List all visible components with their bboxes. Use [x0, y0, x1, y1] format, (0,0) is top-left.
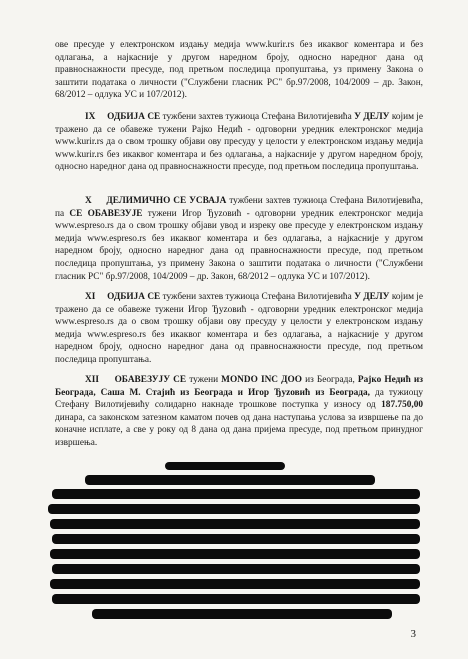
- section-ix-number: IX: [85, 112, 96, 122]
- redaction-bar: [50, 549, 420, 559]
- section-ix-text-b: којим је тражено да се обавеже тужени Рајко Недић - одговорни уредник електронског медија www.kurir.rs да о свом трошку објави ову пресуду у целости у електронском издању медија www.kurir.rs без икаквог коментара и без одлагања, а најкасније у другом наредном броју, односно наредног дана од правноснажности пресуде, под претњом последица пропуштања.: [55, 112, 424, 173]
- redaction-bar: [50, 519, 420, 529]
- section-ix: [55, 111, 423, 174]
- section-xii-lead: ОБАВЕЗУЈУ СЕ: [114, 375, 187, 385]
- section-xi-emph: У ДЕЛУ: [354, 292, 390, 302]
- section-ix-emph: У ДЕЛУ: [354, 112, 390, 122]
- section-ix-lead: ОДБИЈА СЕ: [107, 112, 161, 122]
- section-xii-number: XII: [85, 375, 99, 385]
- section-xi-text-a: тужбени захтев тужиоца Стефана Вилотијевића: [160, 292, 355, 302]
- redaction-bar: [48, 504, 420, 514]
- redaction-bar: [50, 579, 420, 589]
- redaction-bar: [52, 534, 420, 544]
- section-xii-company: MONDO INC ДОО: [221, 375, 302, 385]
- section-xii-defendants: Рајко Недић из Београда, Саша М. Стајић из Београда и Игор Ђуzовић из Београда,: [55, 375, 424, 398]
- section-ix-text-a: тужбени захтев тужиоца Стефана Вилотијевића: [160, 112, 355, 122]
- intro-paragraph: [55, 39, 423, 102]
- page-number: 3: [410, 628, 416, 640]
- redaction-bar: [52, 489, 420, 499]
- section-xii-amount: 187.750,00: [381, 400, 423, 411]
- section-x-text-b: тужени Игор Ђуzовић - одговорни уредник електронског медија www.espreso.rs да о свом трошку објави увод и изреку ове пресуде у електронском издању медија www.espreso.rs без икаквог коментара и без одлагања, а најкасније у другом наредном броју, односно наредног дана од правноснажности пресуде, под претњом последица пропуштања, уз примену Закона о заштити података о личности ("Службени гласник РС" бр.97/2008, 104/2009 – др. Закон, 68/2012 – одлука УС и 107/2012).: [55, 208, 423, 282]
- redaction-bar: [52, 594, 420, 604]
- section-xii-text-4: динара, са законском затезном каматом почев од дана наступања услова за извршење па до коначне исплате, а све у року од 8 дана од дана пријема пресуде, под претњом принудног извршења.: [55, 412, 423, 448]
- section-x-text-a: тужбени захтев тужиоца Стефана Вилотијевића, па: [55, 196, 424, 219]
- section-xii-text-3: да тужиоцу Стефану Вилотијевићу солидарно накнаде трошкове поступка у износу од: [55, 387, 423, 411]
- section-xi-lead: ОДБИЈА СЕ: [107, 292, 161, 302]
- section-xi-text-b: којим је тражено да се обавеже тужени Игор Ђуzовић - одговорни уредник електронског медија www.espreso.rs да о свом трошку објави ову пресуду у целости у електронском издању медија www.espreso.rs без икаквог коментара и без одлагања, а најкасније у другом наредном броју, односно наредног дана од правноснажности пресуде, под претњом последица пропуштања.: [55, 292, 424, 365]
- redaction-bar: [85, 475, 375, 485]
- redaction-bar: [92, 609, 392, 619]
- redaction-bar: [165, 462, 285, 470]
- section-x: [55, 195, 423, 283]
- section-x-number: X: [85, 196, 92, 206]
- section-xii-text-2: из Београда,: [302, 375, 358, 385]
- section-xi-number: XI: [85, 292, 96, 302]
- section-xii-text-1: тужени: [186, 375, 222, 385]
- section-xi: [55, 291, 423, 367]
- section-xii: [55, 374, 423, 450]
- redaction-bar: [52, 564, 420, 574]
- intro-text: ове пресуде у електронском издању медија www.kurir.rs без икаквог коментара и без одлагања, а најкасније у другом наредном броју, односно наредног дана од правноснажности пресуде, под претњом последица пропуштања, уз примену Закона о заштити података о личности ("Службени гласник РС" бр.97/2008, 104/2009 – др. Закон, 68/2012 – одлука УС и 107/2012).: [55, 40, 423, 101]
- section-x-emph: СЕ ОБАВЕЗУЈЕ: [69, 208, 143, 219]
- section-x-lead: ДЕЛИМИЧНО СЕ УСВАЈА: [106, 196, 227, 206]
